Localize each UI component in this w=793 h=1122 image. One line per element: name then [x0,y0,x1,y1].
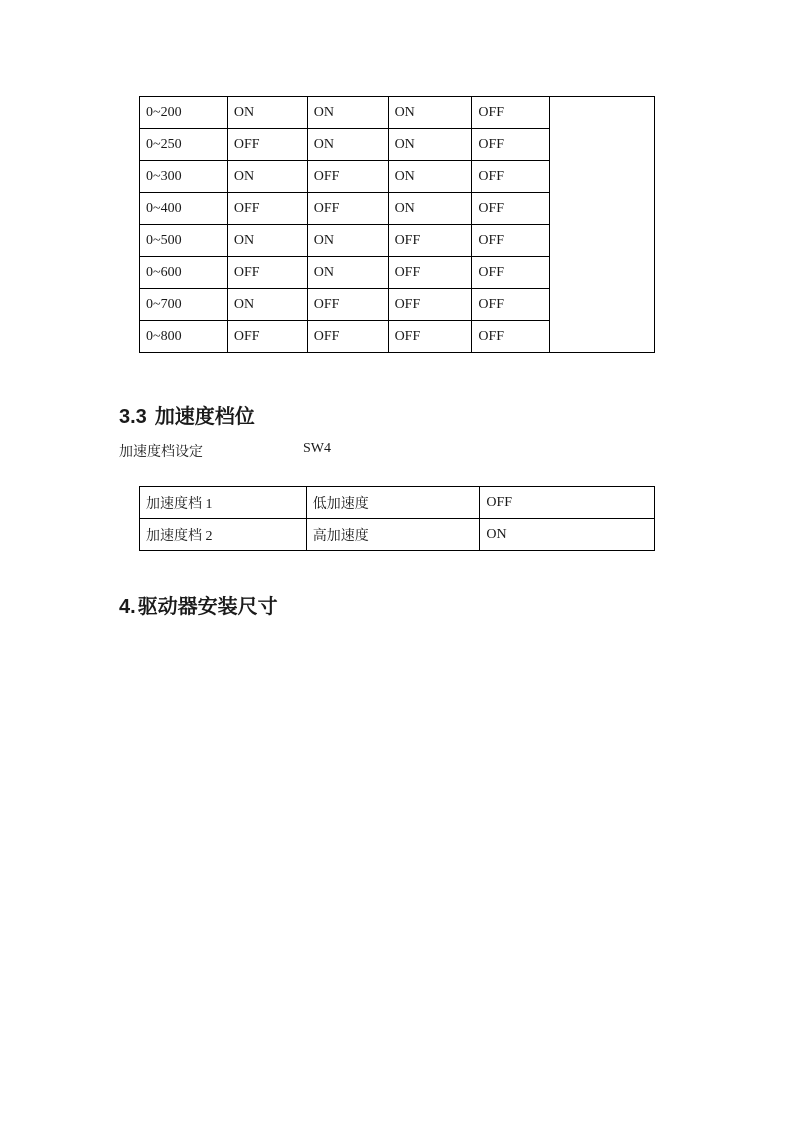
table-row [140,487,655,519]
switch-state-cell: OFF [307,161,388,193]
speed-range-cell: 0~200 [140,97,228,129]
section-title: 加速度档位 [154,406,255,428]
table-row [140,97,655,129]
switch-state-cell: ON [227,289,307,321]
switch-state-cell: OFF [472,161,550,193]
switch-state-cell: OFF [388,321,472,353]
switch-state-cell: OFF [227,193,307,225]
switch-state-cell: OFF [472,129,550,161]
accel-description-cell: 高加速度 [306,519,480,551]
section-heading-3-3 [119,400,255,429]
switch-state-cell: ON [388,129,472,161]
switch-state-cell: OFF [227,129,307,161]
switch-state-cell: ON [227,225,307,257]
accel-level-cell: 加速度档 1 [140,487,307,519]
accel-description-cell: 低加速度 [306,487,480,519]
speed-range-cell: 0~600 [140,257,228,289]
switch-state-cell: OFF [472,225,550,257]
switch-state-cell: OFF [227,321,307,353]
switch-state-cell: OFF [307,321,388,353]
switch-state-cell: ON [388,97,472,129]
switch-state-cell: OFF [307,289,388,321]
accel-switch-table [139,486,655,551]
speed-range-cell: 0~800 [140,321,228,353]
accel-setting-label: 加速度档设定 [119,445,203,460]
speed-range-cell: 0~250 [140,129,228,161]
switch-state-cell: ON [388,161,472,193]
speed-range-cell: 0~700 [140,289,228,321]
switch-state-cell: ON [227,161,307,193]
switch-state-cell: OFF [472,321,550,353]
speed-range-cell: 0~300 [140,161,228,193]
table-row [140,519,655,551]
switch-state-cell: ON [307,129,388,161]
section-title: 驱动器安装尺寸 [137,596,278,618]
accel-setting-switch: SW4 [303,441,331,456]
switch-state-cell: OFF [472,193,550,225]
switch-state-cell: OFF [388,257,472,289]
switch-state-cell: OFF [307,193,388,225]
section-number: 3.3 [119,406,147,428]
speed-switch-table [139,96,655,353]
section-heading-4 [119,590,278,619]
switch-state-cell: ON [388,193,472,225]
speed-range-cell: 0~400 [140,193,228,225]
switch-state-cell: OFF [472,257,550,289]
switch-state-cell: ON [307,257,388,289]
switch-state-cell: OFF [388,225,472,257]
switch-state-cell: OFF [227,257,307,289]
switch-state-cell: ON [480,519,655,551]
switch-state-cell: OFF [388,289,472,321]
switch-state-cell: OFF [472,97,550,129]
switch-state-cell: OFF [480,487,655,519]
merged-blank-cell [550,97,655,353]
switch-state-cell: ON [307,97,388,129]
switch-state-cell: OFF [472,289,550,321]
switch-state-cell: ON [227,97,307,129]
speed-range-cell: 0~500 [140,225,228,257]
switch-state-cell: ON [307,225,388,257]
accel-level-cell: 加速度档 2 [140,519,307,551]
section-number: 4. [119,596,136,618]
